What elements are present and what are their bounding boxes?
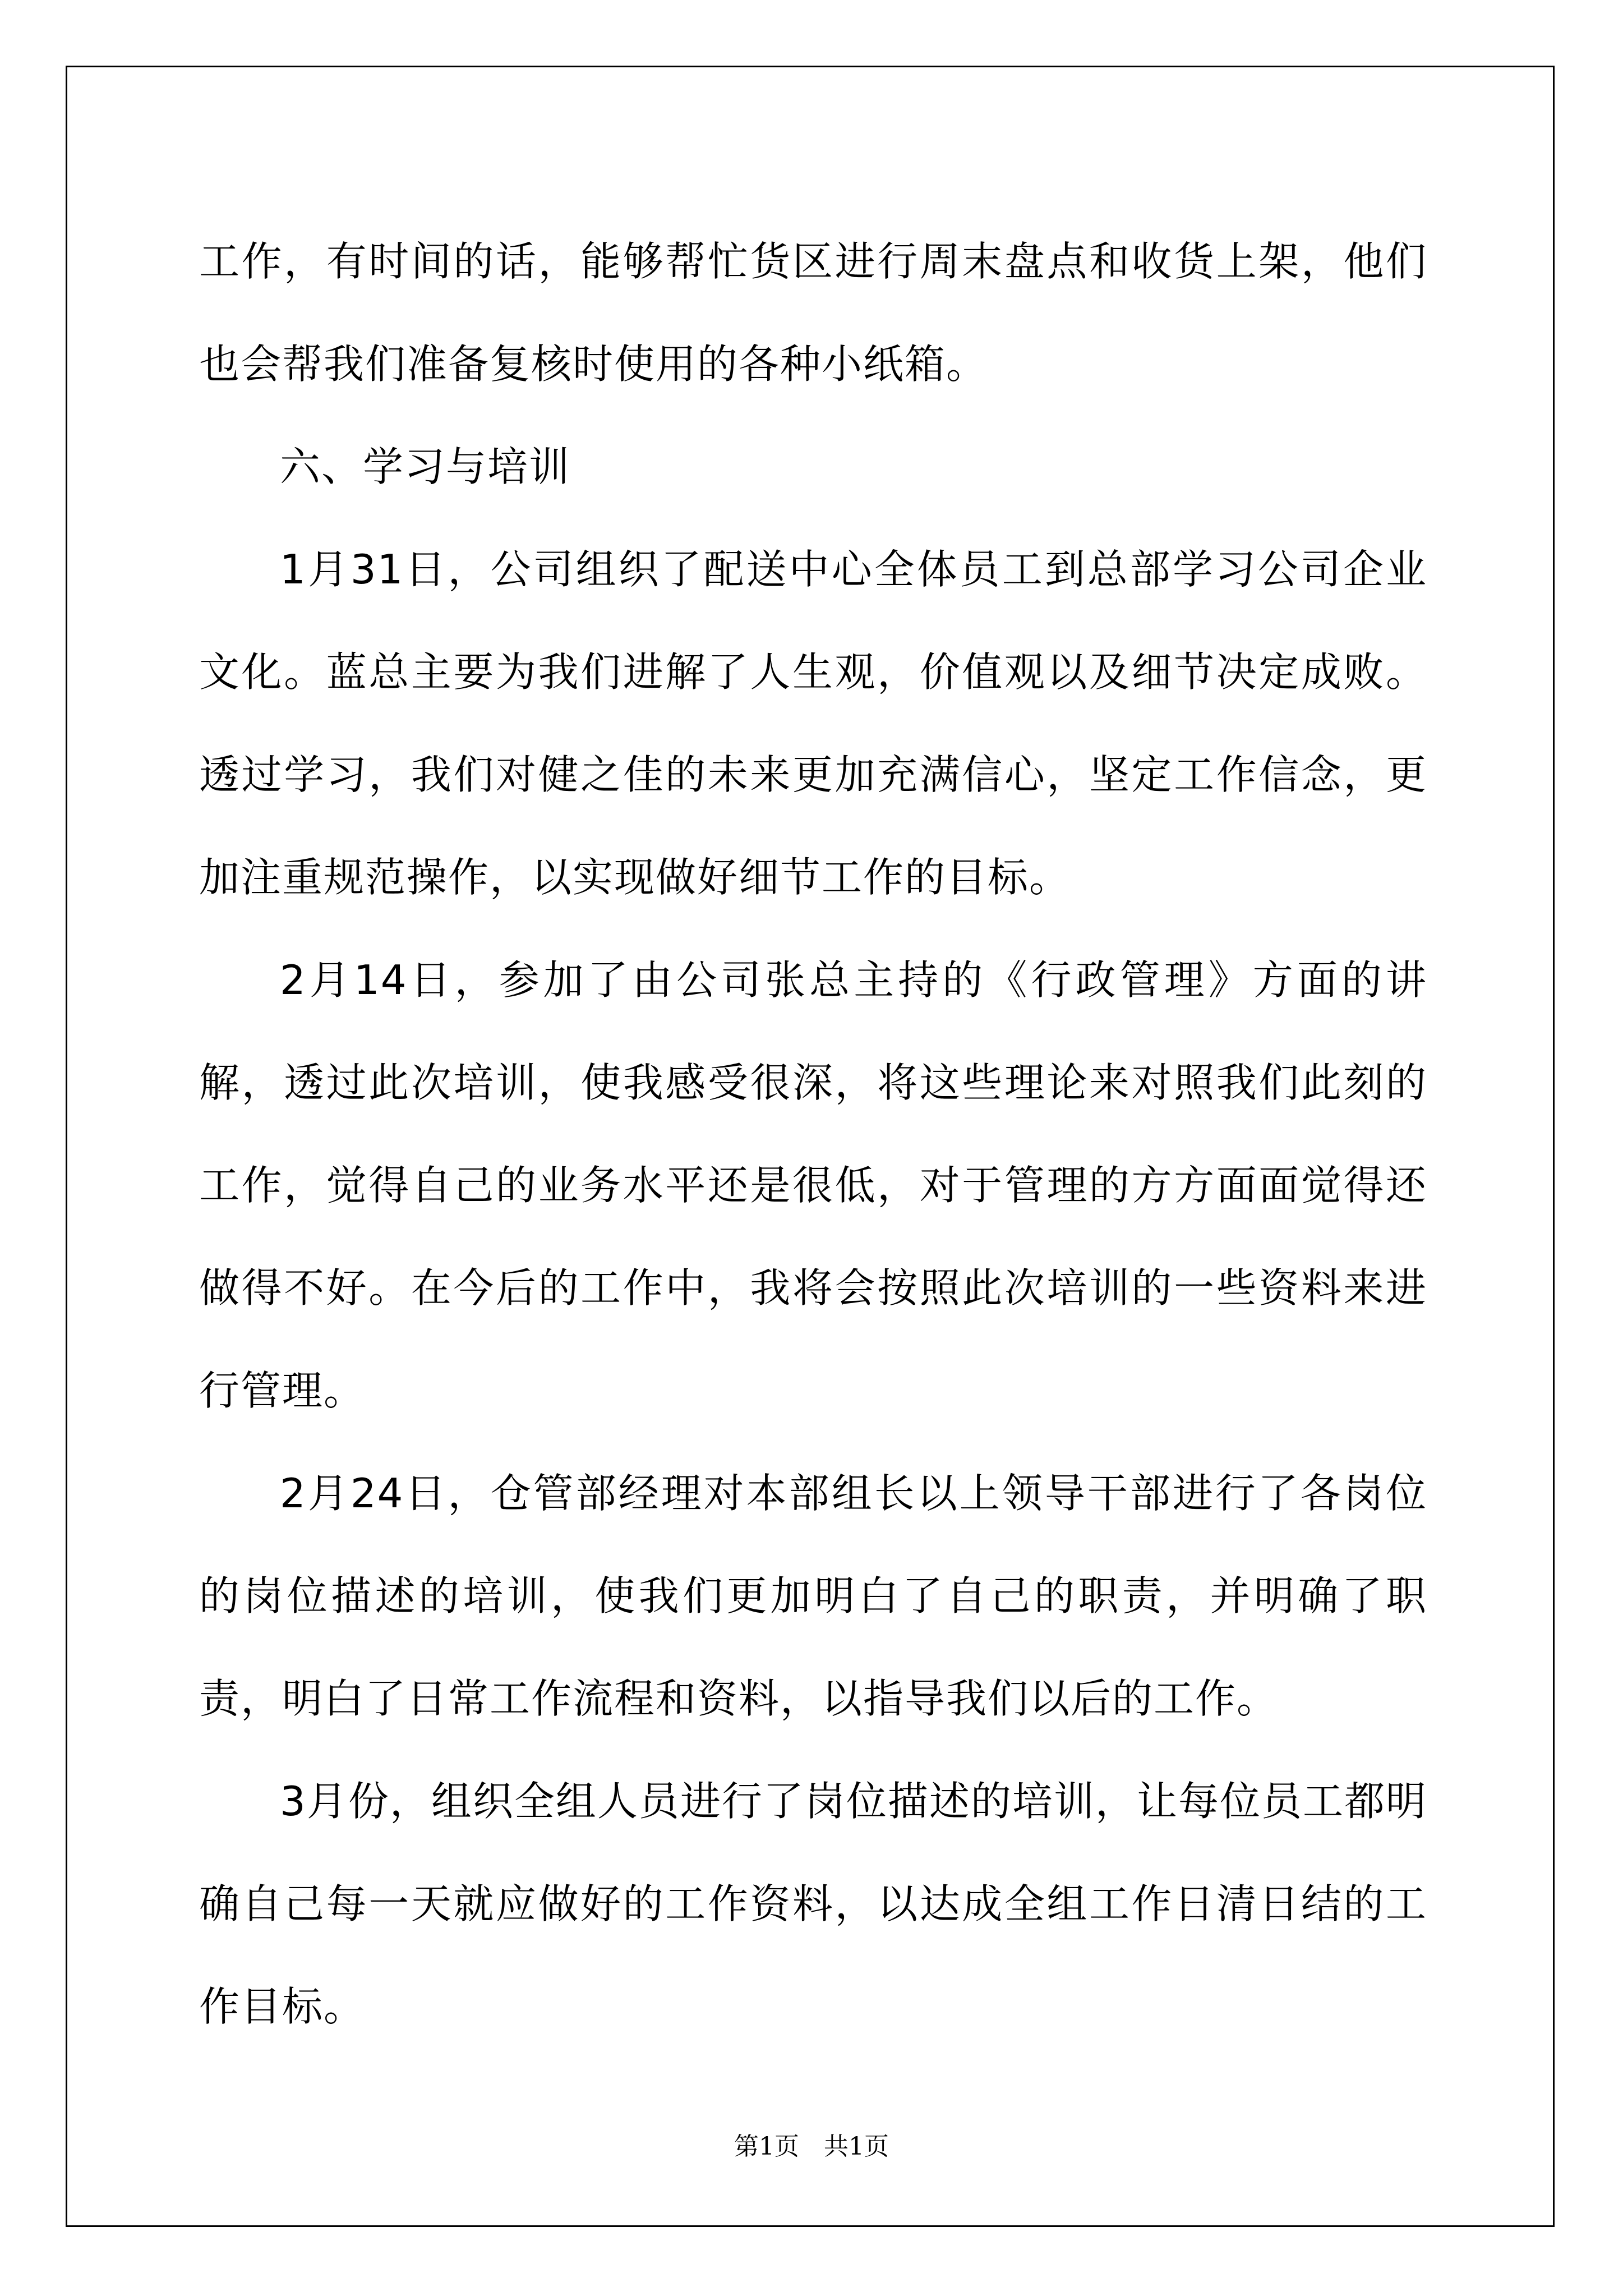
page-number: 第1页 (734, 2132, 799, 2161)
paragraph: 3月份，组织全组人员进行了岗位描述的培训，让每位员工都明确自己每一天就应做好的工作资料，以达成全组工作日清日结的工作目标。 (199, 1778, 1427, 2030)
paragraph: 2月14日，参加了由公司张总主持的《行政管理》方面的讲解，透过此次培训，使我感受很深，将这些理论来对照我们此刻的工作，觉得自己的业务水平还是很低，对于管理的方方面面觉得还做得不好。在今后的工作中，我将会按照此次培训的一些资料来进行管理。 (199, 956, 1427, 1414)
page-footer (0, 2130, 1623, 2164)
paragraph-continuation: 工作，有时间的话，能够帮忙货区进行周末盘点和收货上架，他们也会帮我们准备复核时使用的各种小纸箱。 (199, 238, 1427, 388)
paragraph: 1月31日，公司组织了配送中心全体员工到总部学习公司企业文化。蓝总主要为我们进解了人生观，价值观以及细节决定成败。透过学习，我们对健之佳的未来更加充满信心，坚定工作信念，更加注重规范操作，以实现做好细节工作的目标。 (199, 546, 1427, 901)
section-heading: 六、学习与培训 (280, 443, 571, 490)
paragraph: 2月24日，仓管部经理对本部组长以上领导干部进行了各岗位的岗位描述的培训，使我们更加明白了自己的职责，并明确了职责，明白了日常工作流程和资料，以指导我们以后的工作。 (199, 1470, 1427, 1722)
document-body (199, 210, 1427, 2058)
page-total: 共1页 (824, 2132, 889, 2161)
